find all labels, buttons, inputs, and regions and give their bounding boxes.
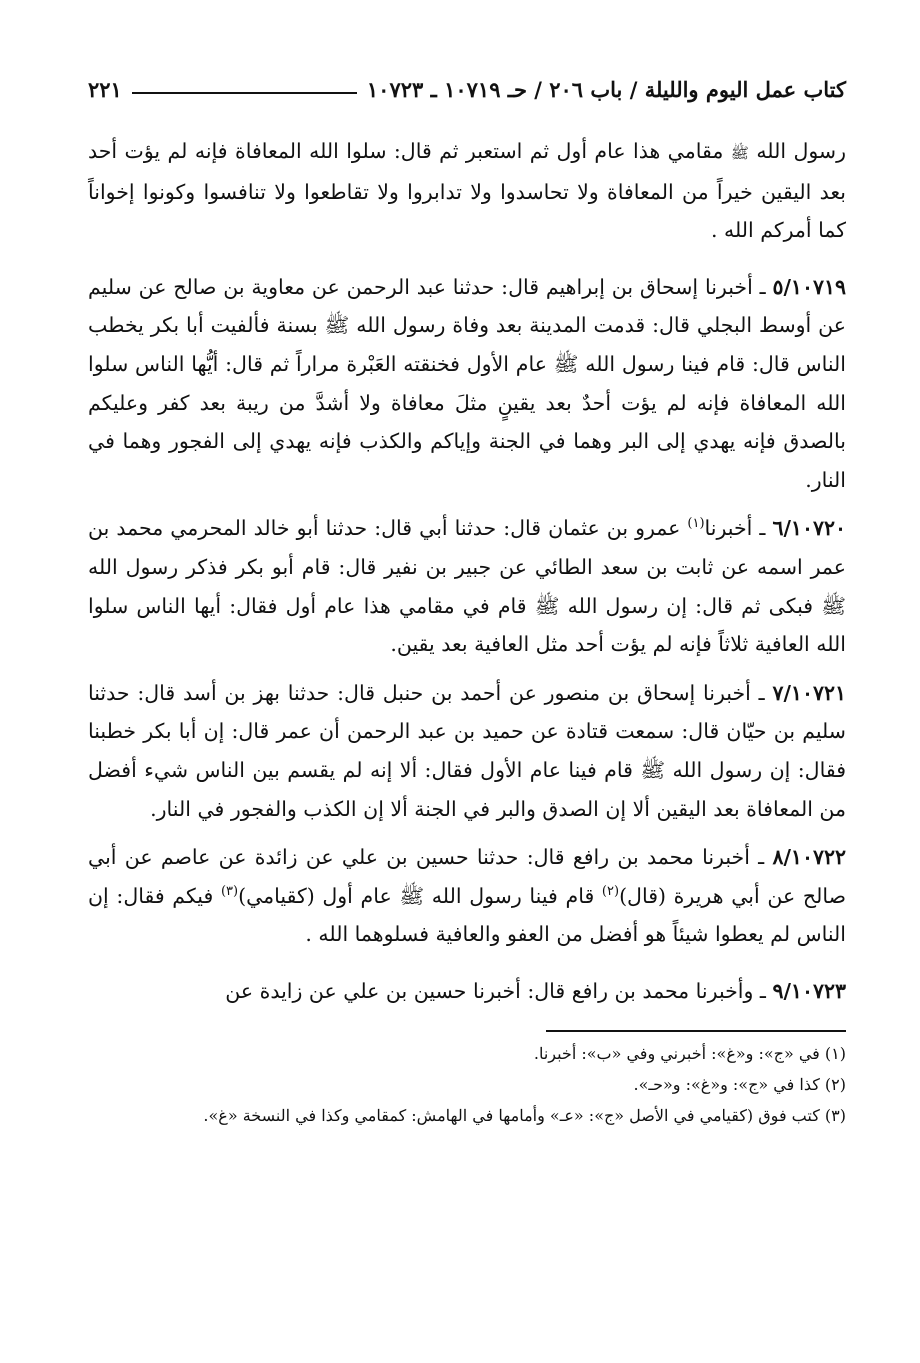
- footnote-2: (٢) كذا في «ج»: و«غ»: و«حـ».: [633, 1075, 846, 1095]
- hadith-number: ٥/١٠٧١٩: [772, 274, 846, 299]
- hadith-text: ـ وأخبرنا محمد بن رافع قال: أخبرنا حسين بن علي عن زايدة عن: [225, 978, 773, 1003]
- hadith-10721: [88, 674, 846, 828]
- main-text: [88, 132, 846, 1010]
- hadith-number: ٦/١٠٧٢٠: [772, 516, 846, 541]
- running-head-title: كتاب عمل اليوم والليلة / باب ٢٠٦ / حـ ١٠٧١٩ ـ ١٠٧٢٣: [366, 77, 846, 102]
- hadith-number: ٧/١٠٧٢١: [772, 680, 846, 705]
- footnote-ref-3[interactable]: (٣): [220, 883, 239, 899]
- hadith-number: ٩/١٠٧٢٣: [772, 978, 846, 1003]
- footnote-1: (١) في «ج»: و«غ»: أخبرني وفي «ب»: أخبرنا.: [533, 1044, 846, 1064]
- hadith-10719: [88, 268, 846, 500]
- intro-paragraph: رسول الله ﷺ مقامي هذا عام أول ثم استعبر ثم قال: سلوا الله المعافاة فإنه لم يؤت أحد بعد اليقين خيراً من المعافاة ولا تحاسدوا ولا تدابروا ولا تقاطعوا ولا تنافسوا وكونوا إخواناً كما أمركم الله .: [88, 139, 847, 243]
- hadith-text: ـ أخبرنا إسحاق بن إبراهيم قال: حدثنا عبد الرحمن عن معاوية بن صالح عن سليم عن أوسط البجلي قال: قدمت المدينة بعد وفاة رسول الله ﷺ بسنة فألفيت أبا بكر يخطب الناس قال: قام فينا رسول الله ﷺ عام الأول فخنقته العَبْرة مراراً ثم قال: أيُّها الناس سلوا الله المعافاة فإنه لم يؤت أحدٌ بعد يقينٍ مثلَ معافاة ولا أشدَّ من ريبة بعد كفر وعليكم بالصدق فإنه يهدي إلى البر وهما في الجنة وإياكم والكذب فإنه يهدي إلى الفجور وهما في النار.: [88, 274, 846, 492]
- footnote-ref-1[interactable]: (١): [687, 516, 705, 532]
- hadith-10723: [88, 972, 846, 1011]
- hadith-10722: ٨/١٠٧٢٢ ـ أخبرنا محمد بن رافع قال: حدثنا حسين بن علي عن زائدة عن عاصم عن أبي صالح عن أبي هريرة (قال)$^{(٢)}$ قام فينا رسول الله ﷺ عام أول (كقيامي)$^{(٣)}$ فيكم فقال: إن الناس لم يعطوا شيئاً هو أفضل من العفو والعافية فسلوهما الله .: [88, 845, 847, 947]
- hadith-10720: ٦/١٠٧٢٠ ـ أخبرنا$^{(١)}$ عمرو بن عثمان قال: حدثنا أبي قال: حدثنا أبو خالد المحرمي محمد بن عمر اسمه عن ثابت بن سعد الطائي عن جبير بن نفير قال: قام أبو بكر فذكر رسول الله ﷺ فبكى ثم قال: إن رسول الله ﷺ قام في مقامي هذا عام أول فقال: أيها الناس سلوا الله العافية ثلاثاً فإنه لم يؤت أحد مثل العافية بعد يقين.: [88, 516, 846, 657]
- page-number: ٢٢١: [88, 77, 122, 102]
- footnote-rule: [546, 1030, 846, 1032]
- salutation-glyph: ﷺ: [730, 144, 749, 162]
- footnotes: [88, 1038, 846, 1131]
- hadith-number: ٨/١٠٧٢٢: [772, 845, 846, 870]
- book-page: [88, 72, 846, 1131]
- running-head: [88, 72, 846, 108]
- footnote-3: (٣) كتب فوق (كقيامي في الأصل «ج»: «عـ» وأمامها في الهامش: كمقامي وكذا في النسخة «غ».: [203, 1106, 846, 1126]
- footnote-ref-2[interactable]: (٢): [601, 883, 620, 899]
- header-rule: [132, 92, 357, 94]
- hadith-text: ـ أخبرنا إسحاق بن منصور عن أحمد بن حنبل قال: حدثنا بهز بن أسد قال: حدثنا سليم بن حيّان قال: سمعت قتادة عن حميد بن عبد الرحمن أن عمر قال: إن أبا بكر خطبنا فقال: إن رسول الله ﷺ قام فينا عام الأول فقال: ألا إنه لم يقسم بين الناس شيء أفضل من المعافاة بعد اليقين ألا إن الصدق والبر في الجنة ألا إن الكذب والفجور في النار.: [88, 680, 846, 821]
